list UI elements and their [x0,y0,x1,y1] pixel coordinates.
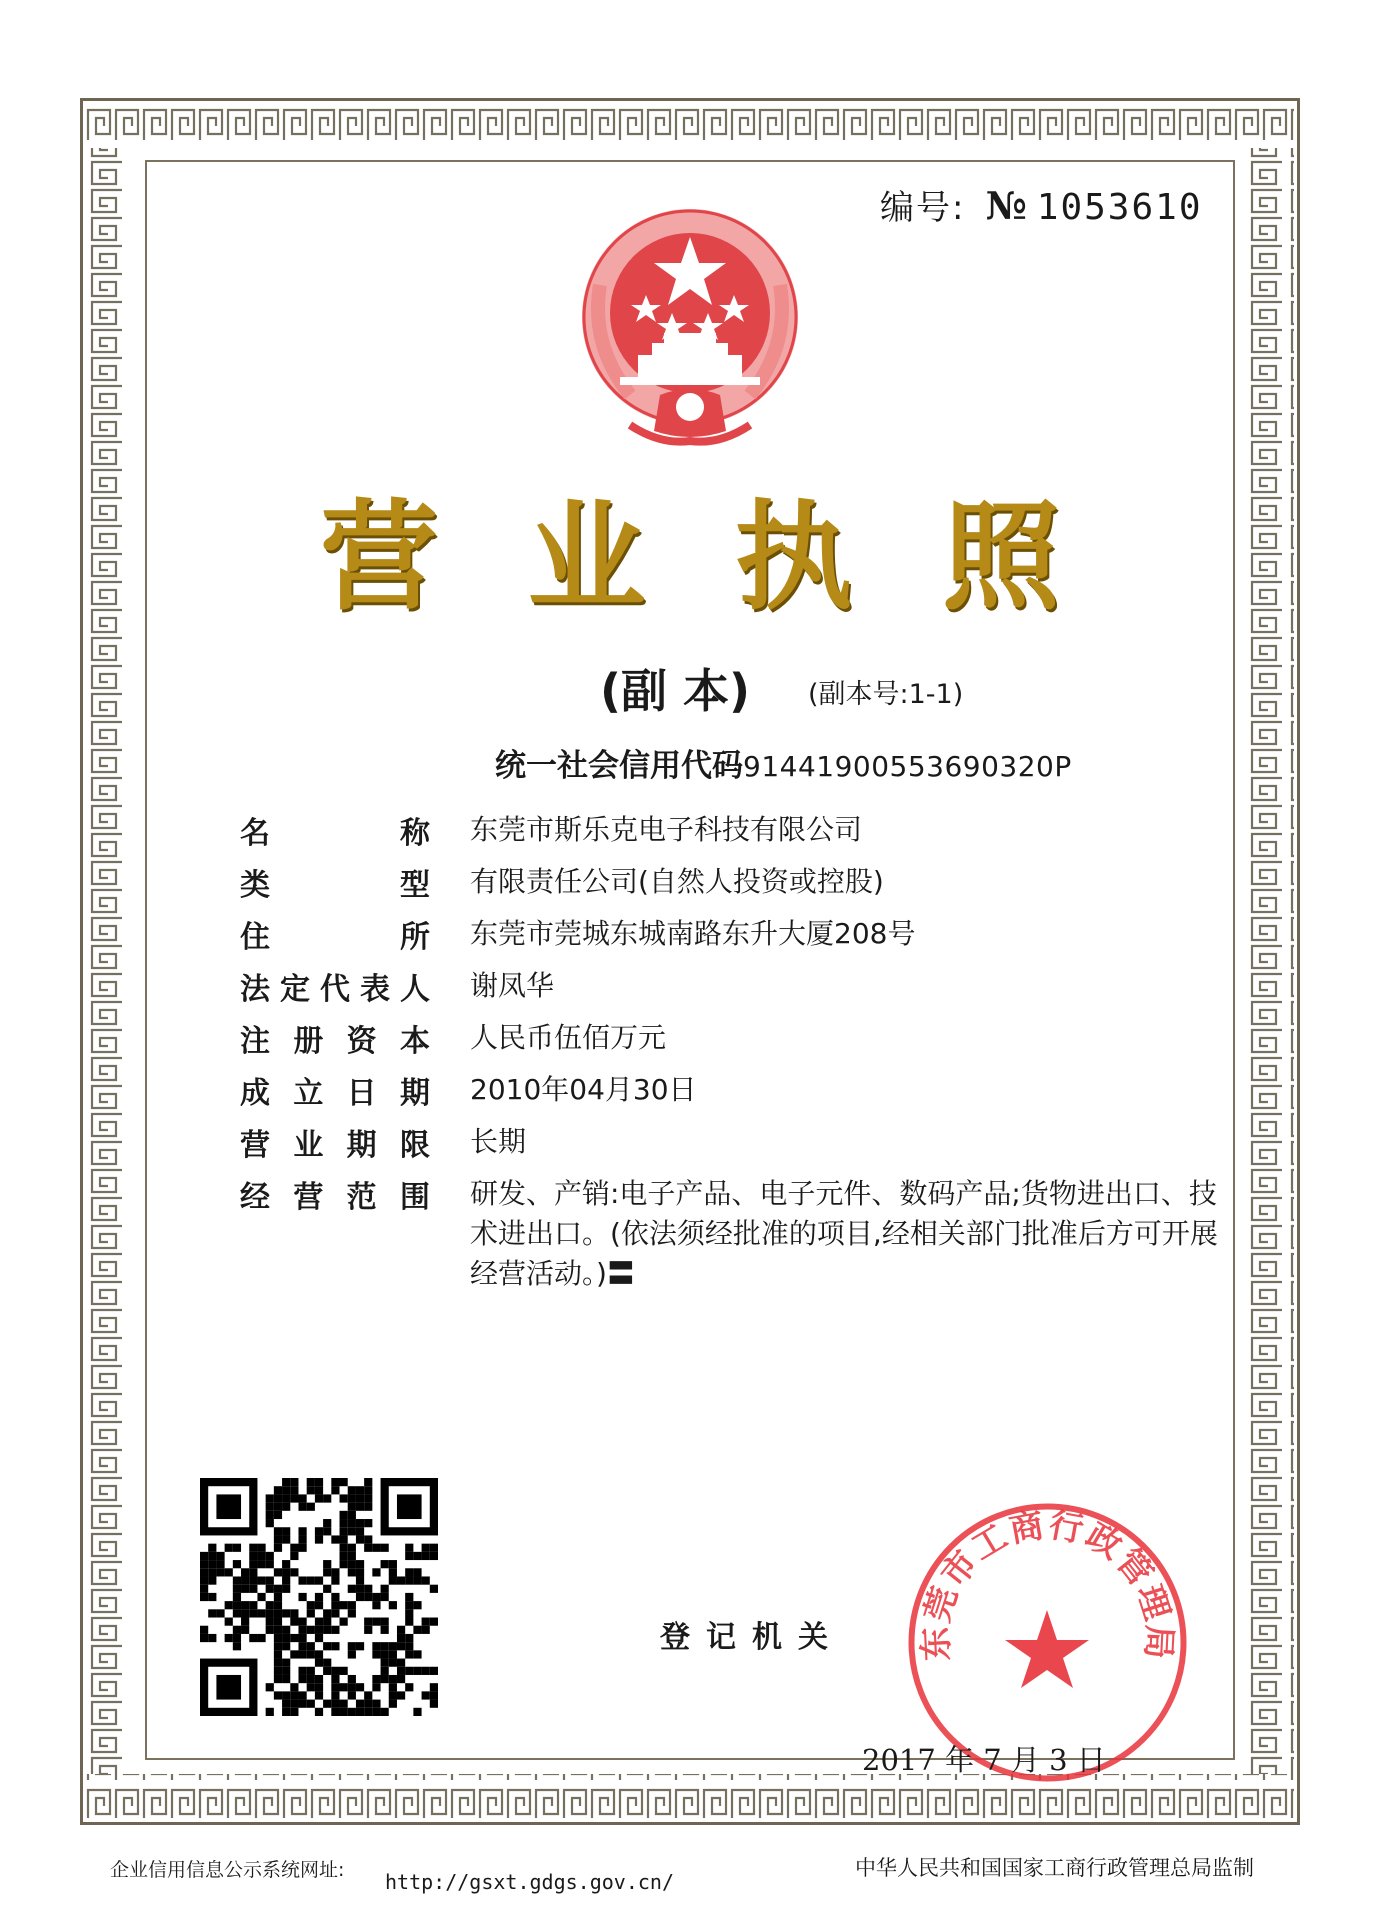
footer-supervisor: 中华人民共和国国家工商行政管理总局监制 [855,1856,1254,1880]
field-label [240,1070,430,1112]
title-char: 业 [527,488,646,626]
national-emblem-icon [560,195,820,455]
field-value: 有限责任公司(自然人投资或控股) [470,865,884,898]
label-char: 经 [240,1180,270,1215]
label-char: 代 [320,972,350,1007]
footer-url[interactable]: http://gsxt.gdgs.gov.cn/ [385,1870,674,1894]
label-char: 营 [240,1128,270,1163]
label-char: 注 [240,1024,270,1059]
field-label [240,810,430,852]
label-char: 类 [240,868,270,903]
field-label [240,914,430,956]
label-char: 资 [346,1024,377,1059]
credit-code-value: 91441900553690320P [743,750,1072,783]
title-char: 营 [320,488,439,626]
title-char: 照 [941,488,1060,626]
field-row-address [240,914,1240,966]
label-char: 称 [400,816,430,851]
copy-number: (副本号:1-1) [808,679,964,710]
registration-authority-label: 登记机关 [660,1620,844,1655]
label-char: 法 [240,972,270,1007]
field-value: 人民币伍佰万元 [470,1021,667,1054]
field-value: 东莞市斯乐克电子科技有限公司 [470,813,863,846]
credit-code-label: 统一社会信用代码 [495,748,743,784]
license-title [320,462,1060,632]
label-char: 营 [293,1180,324,1215]
label-char: 册 [293,1024,324,1059]
field-label [240,1174,430,1216]
label-char: 表 [360,972,390,1007]
field-row-capital [240,1018,1240,1070]
field-label [240,1018,430,1060]
field-value: 谢凤华 [470,969,555,1002]
numero-sign: № [985,183,1029,228]
field-value: 长期 [470,1125,527,1158]
label-char: 成 [240,1076,270,1111]
field-label [240,862,430,904]
label-char: 日 [346,1076,377,1111]
title-char: 执 [734,488,853,626]
field-value: 2010年04月30日 [470,1073,697,1106]
star-icon [1005,1610,1089,1688]
field-label [240,1122,430,1164]
field-value: 研发、产销:电子产品、电子元件、数码产品;货物进出口、技术进出口。(依法须经批准的项目,经相关部门批准后方可开展经营活动。)〓 [470,1177,1218,1290]
label-char: 型 [400,868,430,903]
field-label [240,966,430,1008]
seal-text: 东莞市工商行政管理局 [915,1505,1180,1662]
field-row-legal-rep [240,966,1240,1018]
label-char: 名 [240,816,270,851]
field-row-scope [240,1174,1240,1294]
label-char: 所 [400,920,430,955]
issue-date: 2017 年 7 月 3 日 [862,1743,1106,1777]
qr-code [200,1478,438,1716]
credit-code [495,740,1072,785]
label-char: 期 [399,1076,430,1111]
subtitle: (副 本) [600,664,751,718]
license-fields [240,810,1240,1294]
label-char: 期 [346,1128,377,1163]
label-char: 业 [293,1128,324,1163]
serial-number [880,180,1203,229]
label-char: 本 [399,1024,430,1059]
label-char: 围 [399,1180,430,1215]
field-row-established [240,1070,1240,1122]
label-char: 立 [293,1076,324,1111]
field-row-term [240,1122,1240,1174]
field-row-name [240,810,1240,862]
label-char: 人 [400,972,430,1007]
label-char: 住 [240,920,270,955]
serial-label: 编号: [880,188,966,228]
field-row-type [240,862,1240,914]
label-char: 范 [346,1180,377,1215]
serial-value: 1053610 [1036,187,1203,228]
field-value: 东莞市莞城东城南路东升大厦208号 [470,917,916,950]
footer-site-label: 企业信用信息公示系统网址: [110,1859,345,1881]
label-char: 限 [399,1128,430,1163]
label-char: 定 [280,972,310,1007]
